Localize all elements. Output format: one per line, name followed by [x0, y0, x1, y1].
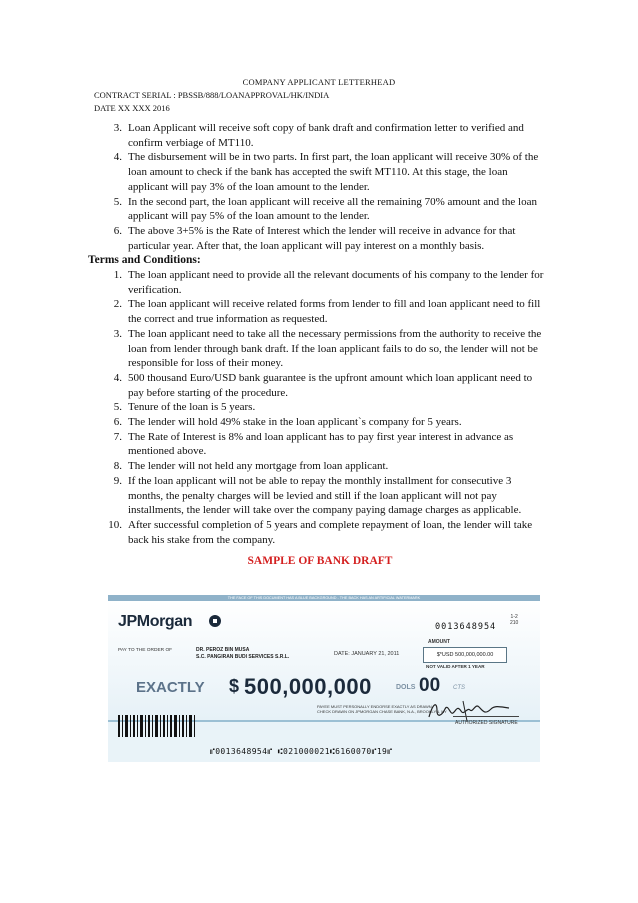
list-item — [94, 224, 546, 253]
list-text: 500 thousand Euro/USD bank guarantee is the upfront amount which loan applicant need to pay before starting of the procedure. — [128, 371, 533, 399]
terms-heading: Terms and Conditions: — [88, 254, 201, 267]
routing-bottom: 210 — [510, 620, 519, 626]
jpmorgan-octagon-icon — [209, 615, 221, 627]
list-number: 1. — [113, 269, 122, 282]
list-text: The lender will not held any mortgage from loan applicant. — [128, 460, 389, 473]
list-item — [94, 195, 546, 224]
void-notice: NOT VALID AFTER 1 YEAR — [426, 664, 485, 669]
list-number: 6. — [113, 416, 122, 429]
list-number: 5. — [113, 401, 122, 414]
list-number: 10. — [108, 518, 122, 531]
routing-fraction — [510, 614, 518, 626]
list-item — [94, 400, 546, 415]
micr-line: ⑈0013648954⑈ ⑆021000021⑆6160070⑈19⑈ — [210, 747, 393, 756]
amount-words: 500,000,000 — [244, 674, 372, 699]
list-item — [94, 371, 546, 400]
list-item — [94, 297, 546, 326]
list-item — [94, 121, 546, 150]
list-number: 7. — [113, 430, 122, 443]
list-item — [94, 150, 546, 194]
list-number: 3. — [113, 327, 122, 340]
authorized-signature-label: AUTHORIZED SIGNATURE — [455, 720, 518, 726]
list-text: Loan Applicant will receive soft copy of bank draft and confirmation letter to verified and confirm verbiage of MT110. — [128, 122, 524, 149]
process-list — [94, 121, 546, 253]
terms-list — [94, 268, 546, 547]
signature-line — [453, 716, 519, 717]
list-item — [94, 415, 546, 430]
list-item — [94, 268, 546, 297]
list-item — [94, 430, 546, 459]
list-number: 3. — [113, 122, 122, 134]
amount-label: AMOUNT — [428, 639, 450, 645]
routing-top: 1-2 — [510, 614, 518, 620]
draft-title: SAMPLE OF BANK DRAFT — [247, 555, 393, 568]
list-text: The Rate of Interest is 8% and loan applicant has to pay first year interest in advance as mentioned above. — [128, 430, 514, 458]
payee-line: S.C. PANGIRAN BUDI SERVICES S.R.L. — [196, 654, 290, 660]
document-body — [88, 121, 546, 569]
list-number: 9. — [113, 474, 122, 487]
list-number: 8. — [113, 460, 122, 473]
letterhead-title: COMPANY APPLICANT LETTERHEAD — [242, 77, 396, 87]
list-text: The loan applicant need to take all the necessary permissions from the authority to receive the loan from lender through bank draft. If the loan applicant fails to do so, the lender will not be responsible for loss of their money. — [128, 327, 542, 370]
list-item — [94, 518, 546, 547]
security-band: THE FACE OF THIS DOCUMENT HAS A BLUE BACKGROUND - THE BACK HAS AN ARTIFICIAL WATERMARK — [108, 595, 540, 601]
list-text: The loan applicant will receive related forms from lender to fill and loan applicant need to fill the correct and true information as requested. — [128, 298, 541, 326]
list-item — [94, 327, 546, 371]
list-item — [94, 459, 546, 474]
list-text: Tenure of the loan is 5 years. — [128, 401, 256, 414]
payee-line: DR. PEROZ BIN MUSA — [196, 647, 250, 653]
list-number: 5. — [113, 195, 122, 208]
list-number: 4. — [113, 151, 122, 164]
amount-box: $*USD 500,000,000.00 — [423, 647, 507, 663]
payee-name — [196, 647, 289, 661]
list-number: 4. — [113, 371, 122, 384]
dols-label: DOLS — [396, 684, 416, 691]
cents-value: 00 — [419, 675, 441, 696]
bank-draft-image — [108, 595, 540, 762]
list-text: The above 3+5% is the Rate of Interest which the lender will receive in advance for that particular year. After that, the loan applicant will pay interest on a monthly basis. — [128, 224, 516, 252]
bank-logo: JPMorgan — [118, 613, 193, 630]
dollar-sign: $ — [229, 676, 240, 696]
pay-to-label: PAY TO THE ORDER OF — [118, 648, 173, 653]
check-number: 0013648954 — [435, 622, 497, 632]
document-date: DATE XX XXX 2016 — [94, 103, 170, 113]
list-item — [94, 474, 546, 518]
list-text: After successful completion of 5 years and complete repayment of loan, the lender will take back his stake from the company. — [128, 518, 533, 546]
list-text: In the second part, the loan applicant will receive all the remaining 70% amount and the loan applicant will pay 5% of the loan amount to the lender. — [128, 195, 537, 223]
endorse-line: PAYEE MUST PERSONALLY ENDORSE EXACTLY AS DRAWN — [317, 704, 432, 709]
endorse-line: CHECK DRAWN ON JPMORGAN CHASE BANK, N.A., BROOKLYN, NY — [317, 709, 447, 714]
barcode-icon — [118, 715, 253, 737]
list-text: The lender will hold 49% stake in the loan applicant`s company for 5 years. — [128, 416, 462, 429]
exactly-word: EXACTLY — [136, 679, 205, 696]
list-text: The loan applicant need to provide all the relevant documents of his company to the lender for verification. — [128, 269, 544, 296]
list-text: The disbursement will be in two parts. In first part, the loan applicant will receive 30% of the loan amount to check if the bank has accepted the swift MT110. At this stage, the loan applicant will pay 3% of the loan amount to the lender. — [128, 151, 539, 193]
list-text: If the loan applicant will not be able to repay the monthly installment for consecutive 3 months, the penalty charges will be levied and still if the loan applicant will not pay installments, the lender will take over the company paying damage charges as applicable. — [128, 474, 522, 517]
list-number: 6. — [113, 224, 122, 237]
list-number: 2. — [113, 298, 122, 311]
cts-label: CTS — [453, 685, 465, 691]
cheque-face — [108, 601, 540, 722]
cheque-date: DATE: JANUARY 21, 2011 — [334, 651, 400, 657]
contract-serial: CONTRACT SERIAL : PBSSB/888/LOANAPPROVAL/HK/INDIA — [94, 90, 330, 100]
